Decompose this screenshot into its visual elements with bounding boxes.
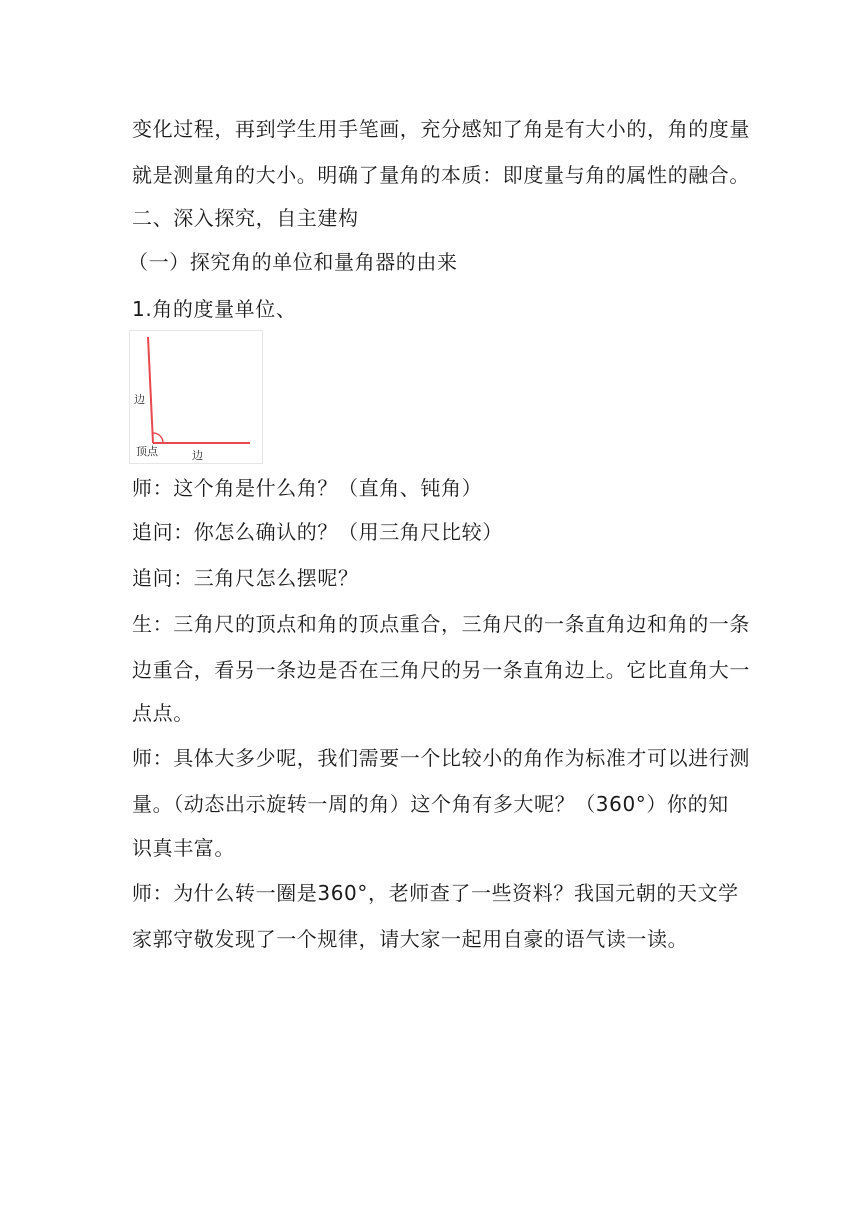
- section-heading: 二、深入探究，自主建构: [132, 206, 359, 230]
- subsection-heading: （一）探究角的单位和量角器的由来: [128, 250, 458, 274]
- angle-diagram: [130, 331, 262, 463]
- angle-arc-mark: [153, 433, 163, 443]
- angle-side-vertical: [148, 337, 153, 443]
- side-label-bottom: 边: [192, 449, 203, 462]
- paragraph-line-1: 变化过程，再到学生用手笔画，充分感知了角是有大小的，角的度量: [132, 117, 750, 141]
- dialogue-student-line-3: 点点。: [132, 701, 194, 725]
- dialogue-teacher-2-line-1: 师：具体大多少呢，我们需要一个比较小的角作为标准才可以进行测: [132, 746, 750, 770]
- dialogue-teacher-3-line-1: 师：为什么转一圈是360°，老师查了一些资料？我国元朝的天文学: [132, 881, 739, 905]
- item-heading: 1.角的度量单位、: [132, 297, 297, 321]
- dialogue-teacher-1: 师：这个角是什么角？（直角、钝角）: [132, 476, 483, 500]
- dialogue-student-line-1: 生：三角尺的顶点和角的顶点重合，三角尺的一条直角边和角的一条: [132, 612, 750, 636]
- angle-figure: [129, 330, 263, 464]
- dialogue-followup-1: 追问：你怎么确认的？（用三角尺比较）: [132, 520, 503, 544]
- paragraph-line-2: 就是测量角的大小。明确了量角的本质：即度量与角的属性的融合。: [132, 163, 750, 187]
- dialogue-teacher-2-line-2: 量。（动态出示旋转一周的角）这个角有多大呢？（360°）你的知: [132, 792, 729, 816]
- dialogue-followup-2: 追问：三角尺怎么摆呢？: [132, 566, 359, 590]
- dialogue-student-line-2: 边重合，看另一条边是否在三角尺的另一条直角边上。它比直角大一: [132, 658, 750, 682]
- vertex-label: 顶点: [136, 445, 158, 458]
- dialogue-teacher-3-line-2: 家郭守敬发现了一个规律，请大家一起用自豪的语气读一读。: [132, 927, 689, 951]
- side-label-left: 边: [134, 393, 145, 406]
- dialogue-teacher-2-line-3: 识真丰富。: [132, 836, 235, 860]
